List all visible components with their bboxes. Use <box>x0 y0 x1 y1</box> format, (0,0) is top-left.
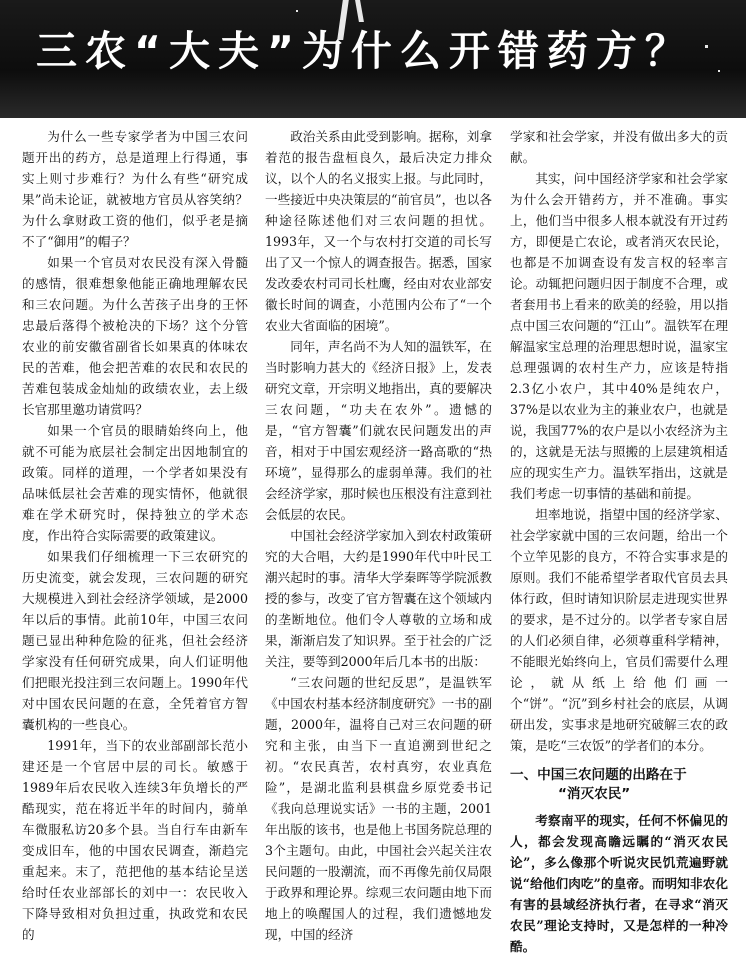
section-paragraph: 考察南平的现实，任何不怀偏见的人，都会发现高瞻远瞩的“消灭农民论”，多么像那个听说灾民饥荒遍野就说“给他们肉吃”的皇帝。而明知非农化有害的县域经济执行者，在寻求“消灭农民”理论支持时，又是怎样的一种冷酷。 <box>510 813 728 954</box>
text-column-1 <box>22 126 248 945</box>
text-column-3 <box>510 126 728 957</box>
paragraph: 其实，问中国经济学家和社会学家为什么会开错药方，并不准确。事实上，他们当中很多人根本就没有开过药方，即便是亡农论，或者消灭农民论，也都是不加调查设有发言权的轻率言论。动辄把问题归因于制度不合理，或者套用书上看来的欧美的经验，用以指点中国三农问题的“江山”。温铁军在理解温家宝总理的治理思想时说，温家宝总理强调的农村生产力，应该是特指2.3亿小农户，其中40%是纯农户，37%是以农业为主的兼业农户，也就是说，我国77%的农户是以小农经济为主的，这就是无法与照搬的上层建筑相适应的现实生产力。温铁军指出，这就是我们考虑一切事情的基础和前提。 <box>510 171 728 501</box>
article-title: 三农“大夫”为什么开错药方？ <box>36 27 694 75</box>
text-column-2 <box>265 126 492 945</box>
paragraph: 如果一个官员的眼睛始终向上，他就不可能为底层社会制定出因地制宜的政策。同样的道理，一个学者如果没有品味低层社会苦难的现实情怀，他就很难在学术研究时，保持独立的学术态度，作出符合实际需要的政策建议。 <box>22 423 248 543</box>
paragraph: 如果一个官员对农民没有深入骨髓的感情，很难想象他能正确地理解农民和三农问题。为什么苦孩子出身的王怀忠最后落得个被枪决的下场？这个分管农业的前安徽省副省长如果真的体味农民的苦难，他会把苦难的农民和农民的苦难包装成金灿灿的政绩农业，去上级长官那里邀功请赏吗？ <box>22 255 248 417</box>
section-heading <box>510 766 728 804</box>
paragraph: 政治关系由此受到影响。据称，刘拿着范的报告盘桓良久，最后决定力排众议，以个人的名义报实上报。与此同时，一些接近中央决策层的“前官员”，也以各种途径陈述他们对三农问题的担忧。1993年，又一个与农村打交道的司长写出了又一个惊人的调查报告。据悉，国家发改委农村司司长杜鹰，经由对农业部安徽长时间的调查，小范围内公布了“一个农业大省面临的困境”。 <box>265 129 492 333</box>
paragraph: 如果我们仔细梳理一下三农研究的历史流变，就会发现，三农问题的研究大规模进入到社会经济学领域，是2000年以后的事情。此前10年，中国三农问题已显出种种危险的征兆，但社会经济学家没有任何研究成果，向人们证明他们把眼光投注到三农问题上。1990年代对中国农民问题的在意，全凭着官方智囊机构的一些良心。 <box>22 549 248 732</box>
banner-ink-mark <box>718 70 720 72</box>
header-banner <box>0 0 746 118</box>
paragraph: “三农问题的世纪反思”，是温铁军《中国农村基本经济制度研究》一书的副题，2000年，温将自己对三农问题的研究和主张，由当下一直追溯到世纪之初。“农民真苦，农村真穷，农业真危险”，是湖北监利县棋盘乡原党委书记《我向总理说实话》一书的主题，2001年出版的该书，也是他上书国务院总理的3个主题句。由此，中国社会兴起关注农民问题的一股潮流，而不再像先前仅局限于政界和理论界。综观三农问题由地下而地上的唤醒国人的过程，我们遗憾地发现，中国的经济 <box>265 675 492 942</box>
banner-ink-mark <box>296 10 298 12</box>
paragraph: 学家和社会学家，并没有做出多大的贡献。 <box>510 129 728 165</box>
paragraph: 坦率地说，指望中国的经济学家、社会学家就中国的三农问题，给出一个个立竿见影的良方，不符合实事求是的原则。我们不能希望学者取代官员去具体行政，但时请知识阶层走进现实世界的要求，是不过分的。以学者专家自居的人们必须自律，必须尊重科学精神，不能眼光始终向上，官员们需要什么理论，就从纸上给他们画一个“饼”。“沉”到乡村社会的底层，从调研出发，实事求是地研究破解三农的政策，是吃“三农饭”的学者们的本分。 <box>510 507 728 753</box>
section-heading-line: 一、中国三农问题的出路在于 <box>510 767 687 783</box>
banner-ink-mark <box>705 45 708 48</box>
section-heading-line: “消灭农民” <box>558 786 631 802</box>
paragraph: 中国社会经济学家加入到农村政策研究的大合唱，大约是1990年代中叶民工潮兴起时的事。清华大学秦晖等学院派教授的参与，改变了官方智囊在这个领域内的垄断地位。他们令人尊敬的立场和成果，渐渐启发了知识界。至于社会的广泛关注，要等到2000年后几本书的出版： <box>265 528 492 669</box>
paragraph: 为什么一些专家学者为中国三农问题开出的药方，总是道理上行得通，事实上则寸步难行？为什么有些“研究成果”尚未论证，就被地方官员从容笑纳？为什么拿财政工资的他们，似乎老是摘不了“御用”的帽子？ <box>22 129 248 249</box>
paragraph: 同年，声名尚不为人知的温铁军，在当时影响力甚大的《经济日报》上，发表研究文章，开宗明义地指出，真的要解决三农问题，“功夫在农外”。遗憾的是，“官方智囊”们就农民问题发出的声音，相对于中国宏观经济一路高歌的“热环境”，显得那么的虚弱单薄。我们的社会经济学家，那时候也压根没有注意到社会低层的农民。 <box>265 339 492 522</box>
paragraph: 1991年，当下的农业部副部长范小建还是一个官居中层的司长。敏感于1989年后农民收入连续3年负增长的严酷现实，范在将近半年的时间内，骑单车微服私访20多个县。当自行车由新车变成旧车，他的中国农民调查，渐趋完重起来。末了，范把他的基本结论呈送给时任农业部部长的刘中一：农民收入下降导致相对负担过重，执政党和农民的 <box>22 738 248 942</box>
